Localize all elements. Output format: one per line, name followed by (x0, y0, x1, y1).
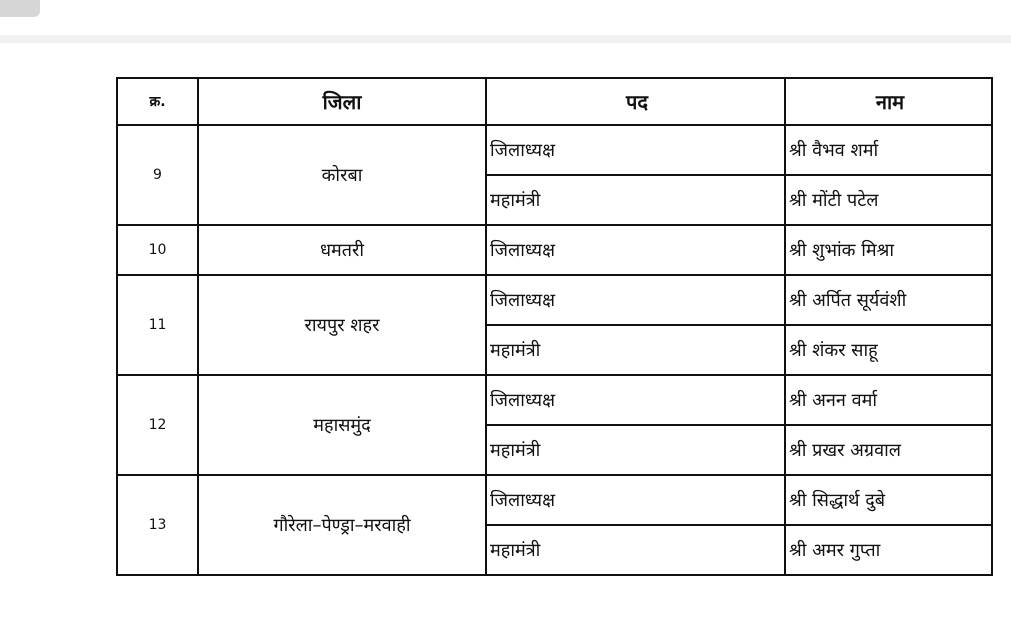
header-name: नाम (785, 78, 992, 125)
corner-tab (0, 0, 40, 17)
post-cell: महामंत्री (486, 425, 785, 475)
serial-cell: 11 (117, 275, 198, 375)
district-cell: महासमुंद (198, 375, 486, 475)
name-cell: श्री मोंटी पटेल (785, 175, 992, 225)
table-row (117, 125, 992, 175)
post-cell: महामंत्री (486, 175, 785, 225)
district-cell: कोरबा (198, 125, 486, 225)
post-cell: जिलाध्यक्ष (486, 475, 785, 525)
serial-cell: 13 (117, 475, 198, 575)
name-cell: श्री अनन वर्मा (785, 375, 992, 425)
name-cell: श्री अमर गुप्ता (785, 525, 992, 575)
divider-bar (0, 35, 1011, 43)
table-row (117, 475, 992, 525)
header-row (117, 78, 992, 125)
name-cell: श्री सिद्धार्थ दुबे (785, 475, 992, 525)
name-cell: श्री शुभांक मिश्रा (785, 225, 992, 275)
name-cell: श्री वैभव शर्मा (785, 125, 992, 175)
post-cell: महामंत्री (486, 325, 785, 375)
district-cell: रायपुर शहर (198, 275, 486, 375)
serial-cell: 10 (117, 225, 198, 275)
office-bearers-table (116, 77, 993, 576)
name-cell: श्री प्रखर अग्रवाल (785, 425, 992, 475)
name-cell: श्री अर्पित सूर्यवंशी (785, 275, 992, 325)
post-cell: जिलाध्यक्ष (486, 225, 785, 275)
table-row (117, 375, 992, 425)
table-row (117, 225, 992, 275)
serial-cell: 12 (117, 375, 198, 475)
header-district: जिला (198, 78, 486, 125)
district-cell: धमतरी (198, 225, 486, 275)
post-cell: महामंत्री (486, 525, 785, 575)
post-cell: जिलाध्यक्ष (486, 275, 785, 325)
table-row (117, 275, 992, 325)
name-cell: श्री शंकर साहू (785, 325, 992, 375)
header-serial: क्र. (117, 78, 198, 125)
serial-cell: 9 (117, 125, 198, 225)
header-post: पद (486, 78, 785, 125)
post-cell: जिलाध्यक्ष (486, 375, 785, 425)
post-cell: जिलाध्यक्ष (486, 125, 785, 175)
district-cell: गौरेला–पेण्ड्रा–मरवाही (198, 475, 486, 575)
